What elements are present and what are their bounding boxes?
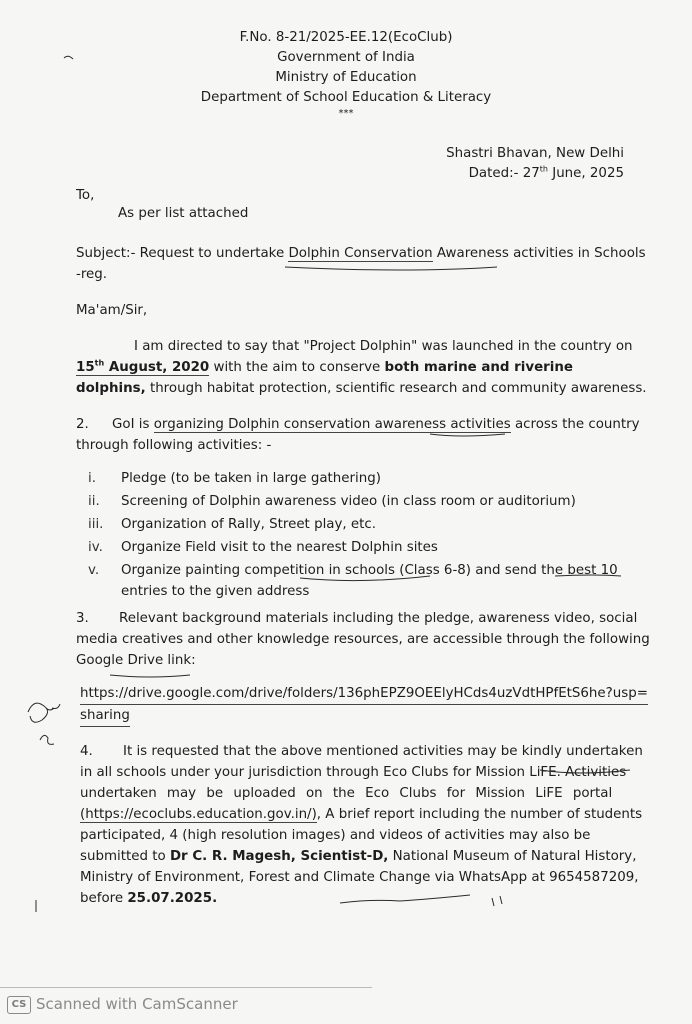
ministry-line: Ministry of Education — [275, 70, 417, 85]
recipient-list: As per list attached — [118, 206, 249, 221]
list-item: v. Organize painting competition in schools (Class 6-8) and send the best 10 — [88, 563, 618, 578]
to-label: To, — [76, 188, 95, 203]
header-stars: *** — [338, 108, 354, 119]
list-item: ii. Screening of Dolphin awareness video (in class room or auditorium) — [88, 494, 576, 509]
paragraph-3: 3. Relevant background materials including the pledge, awareness video, social media creatives and other knowledge resources, are accessible through the following Google Drive link: — [76, 611, 650, 668]
list-item: i. Pledge (to be taken in large gathering) — [88, 471, 381, 486]
pen-mark-top — [64, 56, 73, 59]
scanner-divider — [0, 987, 372, 988]
subject-line: Subject:- Request to undertake Dolphin Conservation Awareness activities in Schools — [76, 246, 646, 261]
camscanner-logo-icon: CS — [7, 996, 31, 1014]
letter-date: Dated:- 27th June, 2025 — [468, 164, 624, 181]
paragraph-4: 4. It is requested that the above mentioned activities may be kindly undertaken in all schools under your jurisdiction through Eco Clubs for Mission LiFE. Activities undertaken may be uploaded on the Eco Clubs for Mission LiFE portal (https://ecoclubs.education.gov.in/), A brief report including the number of students participated, 4 (high resolution images) and videos of activities may also be submitted to Dr C. R. Magesh, Scientist-D, National Museum of Natural History, Ministry of Environment, Forest and Climate Change via WhatsApp at 9654587209, before 25.07.2025. — [80, 744, 643, 906]
list-item: iii. Organization of Rally, Street play, etc. — [88, 517, 377, 532]
pen-underline-painting — [300, 575, 621, 581]
camscanner-watermark: Scanned with CamScanner — [36, 995, 238, 1013]
paragraph-1: I am directed to say that "Project Dolphin" was launched in the country on 15th August, 2020 with the aim to conserve both marine and riverine dolphins, through habitat protection, scientific research and community awareness. — [76, 339, 647, 396]
file-number: F.No. 8-21/2025-EE.12(EcoClub) — [239, 30, 453, 45]
letter-place: Shastri Bhavan, New Delhi — [446, 146, 624, 161]
ecoclubs-portal-link[interactable]: (https://ecoclubs.education.gov.in/) — [80, 807, 317, 822]
pen-scribble-bottom — [340, 895, 502, 906]
pen-underline-subject — [285, 267, 497, 270]
google-drive-link[interactable]: https://drive.google.com/drive/folders/136phEPZ9OEElyHCds4uzVdtHPfEtS6he?usp= sharing — [80, 683, 648, 727]
list-item: iv. Organize Field visit to the nearest Dolphin sites — [88, 540, 438, 555]
pen-underline-drive — [110, 675, 190, 677]
handwritten-note — [28, 703, 60, 744]
list-item-continuation: entries to the given address — [121, 584, 310, 599]
salutation: Ma'am/Sir, — [76, 303, 148, 318]
pen-underline-activities-2 — [540, 770, 630, 773]
paragraph-2: 2. GoI is organizing Dolphin conservation awareness activities across the country through following activities: - — [76, 417, 640, 453]
subject-reg: -reg. — [76, 267, 108, 282]
government-line: Government of India — [277, 50, 415, 65]
department-line: Department of School Education & Literacy — [200, 90, 492, 105]
pen-underline-activities — [430, 434, 505, 436]
